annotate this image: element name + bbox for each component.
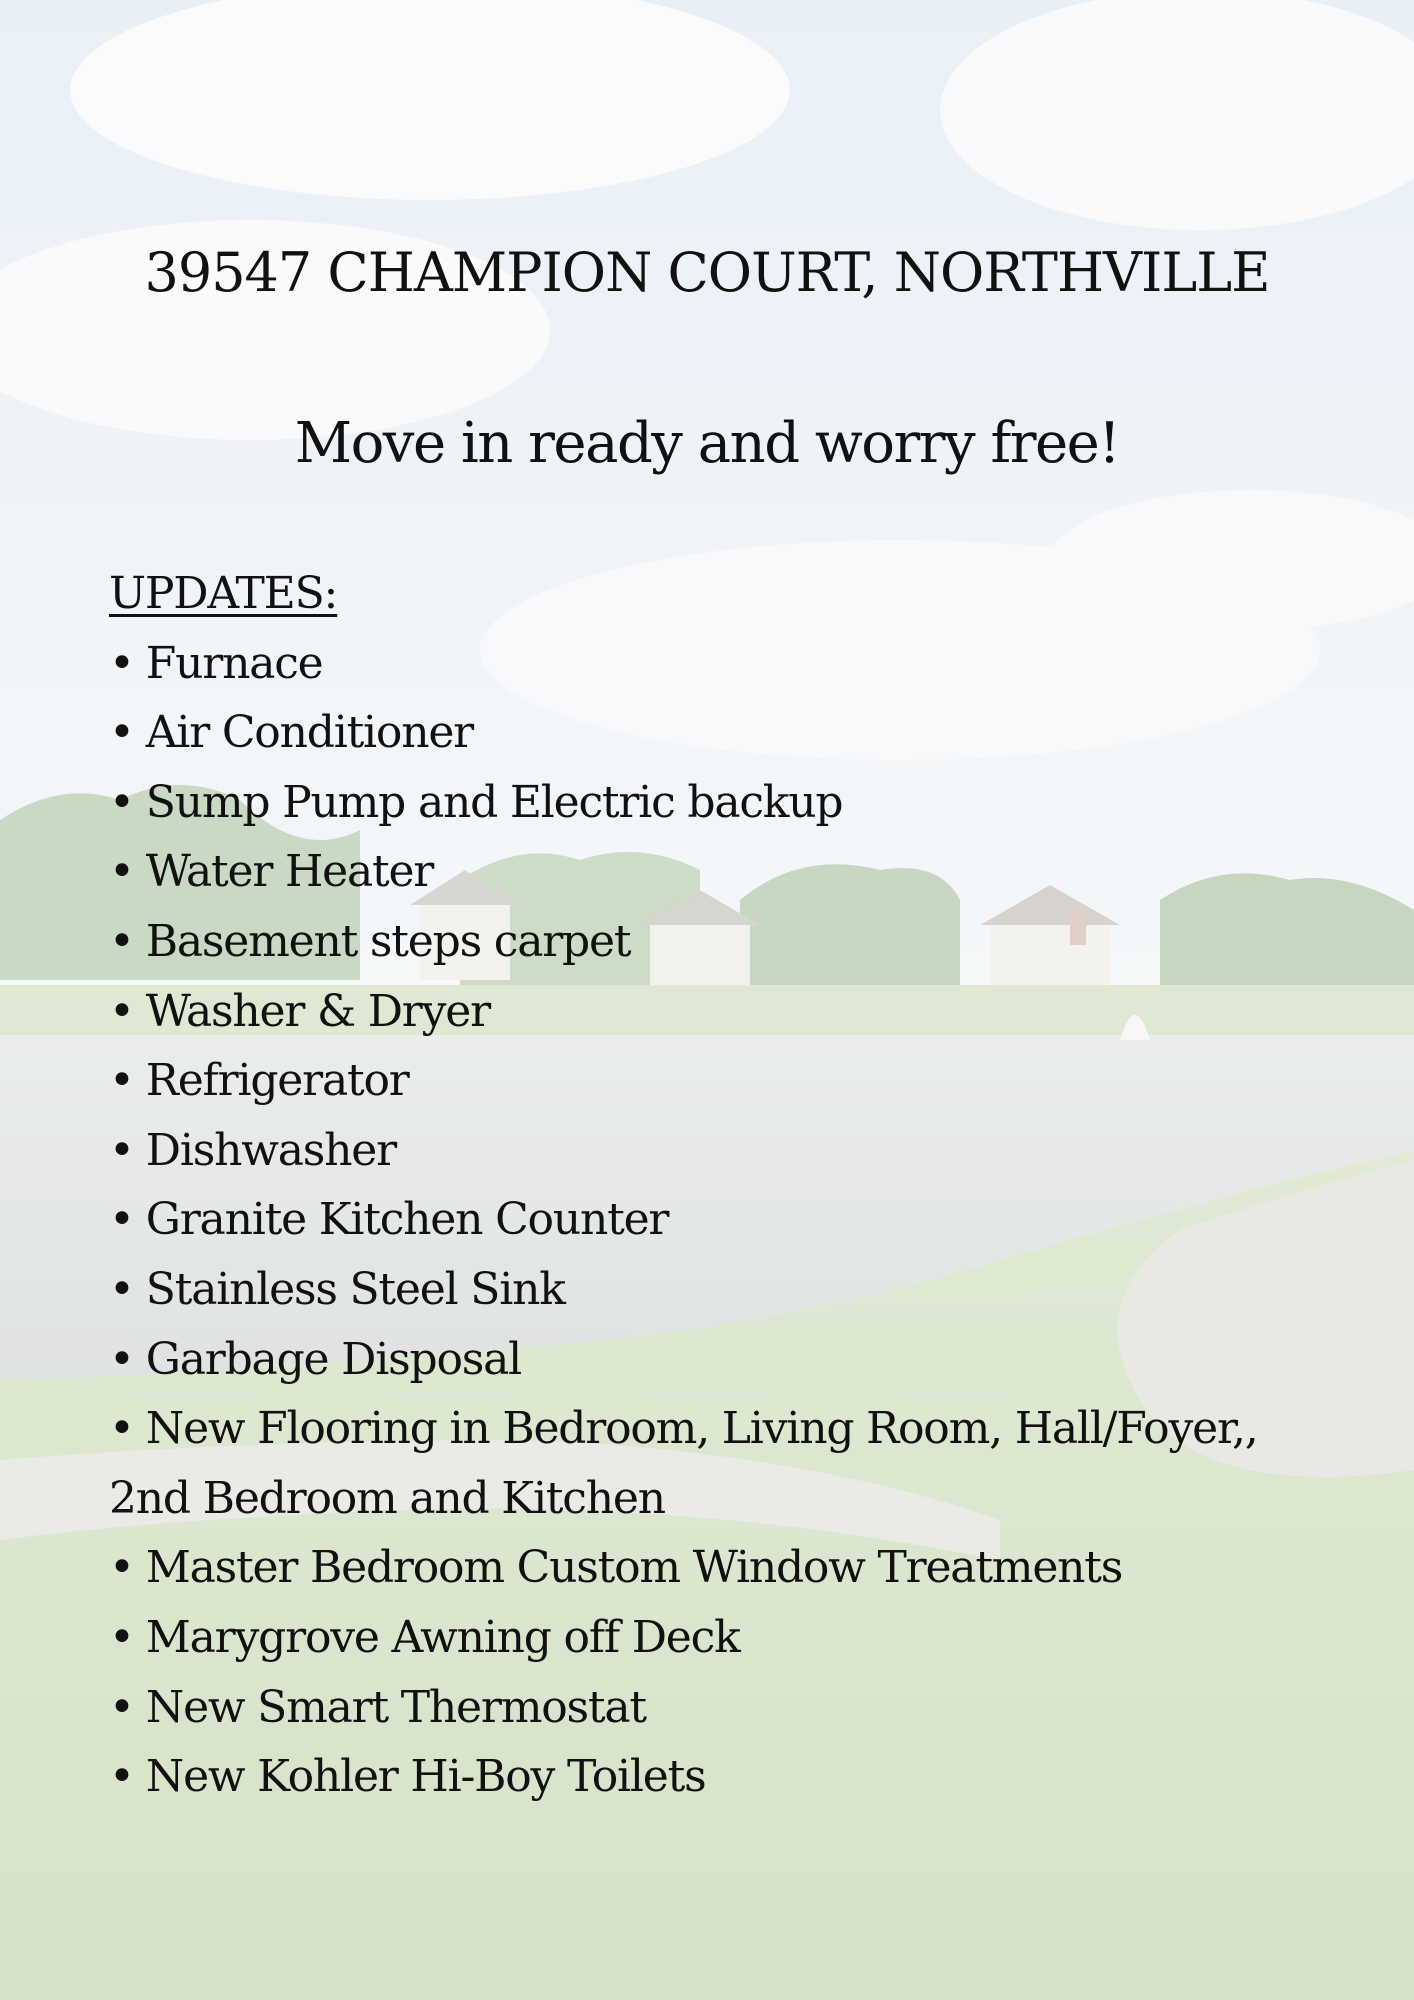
update-text: Water Heater xyxy=(145,846,434,898)
bullet-icon: • xyxy=(109,1681,134,1733)
update-text: Washer & Dryer xyxy=(145,985,490,1037)
bullet-icon: • xyxy=(109,1055,134,1107)
bullet-icon: • xyxy=(109,1263,134,1315)
update-item xyxy=(109,1673,1329,1743)
update-text: New Smart Thermostat xyxy=(145,1681,646,1733)
bullet-icon: • xyxy=(109,915,134,967)
update-text: New Kohler Hi-Boy Toilets xyxy=(145,1751,706,1803)
bullet-icon: • xyxy=(109,1751,134,1803)
update-text: Basement steps carpet xyxy=(145,915,631,967)
update-item xyxy=(109,1533,1329,1603)
update-text: Stainless Steel Sink xyxy=(145,1263,565,1315)
updates-heading: UPDATES: xyxy=(109,568,338,619)
update-text: Sump Pump and Electric backup xyxy=(145,776,843,828)
update-text: Marygrove Awning off Deck xyxy=(145,1611,740,1663)
update-item xyxy=(109,1185,1329,1255)
bullet-icon: • xyxy=(109,1611,134,1663)
update-text: Air Conditioner xyxy=(145,707,474,759)
update-text: Furnace xyxy=(145,637,323,689)
bullet-icon: • xyxy=(109,985,134,1037)
property-address: 39547 CHAMPION COURT, NORTHVILLE xyxy=(144,241,1270,304)
update-item xyxy=(109,629,1329,699)
update-item xyxy=(109,837,1329,907)
update-text: Master Bedroom Custom Window Treatments xyxy=(145,1542,1123,1594)
bullet-icon: • xyxy=(109,707,134,759)
update-item xyxy=(109,977,1329,1047)
update-item xyxy=(109,907,1329,977)
update-item xyxy=(109,1394,1329,1533)
update-item xyxy=(109,1742,1329,1812)
updates-list xyxy=(109,629,1329,1812)
update-item xyxy=(109,1603,1329,1673)
update-item xyxy=(109,698,1329,768)
bullet-icon: • xyxy=(109,1194,134,1246)
bullet-icon: • xyxy=(109,776,134,828)
update-text: Garbage Disposal xyxy=(145,1333,522,1385)
update-item xyxy=(109,768,1329,838)
bullet-icon: • xyxy=(109,1333,134,1385)
bullet-icon: • xyxy=(109,1403,134,1455)
updates-section xyxy=(109,559,1329,1812)
bullet-icon: • xyxy=(109,1542,134,1594)
bullet-icon: • xyxy=(109,846,134,898)
update-text: New Flooring in Bedroom, Living Room, Hall/Foyer,, 2nd Bedroom and Kitchen xyxy=(109,1403,1258,1524)
update-item xyxy=(109,1116,1329,1186)
update-text: Refrigerator xyxy=(145,1055,409,1107)
update-text: Granite Kitchen Counter xyxy=(145,1194,669,1246)
tagline: Move in ready and worry free! xyxy=(294,411,1120,476)
update-item xyxy=(109,1325,1329,1395)
update-item xyxy=(109,1255,1329,1325)
update-item xyxy=(109,1046,1329,1116)
bullet-icon: • xyxy=(109,637,134,689)
update-text: Dishwasher xyxy=(145,1124,396,1176)
bullet-icon: • xyxy=(109,1124,134,1176)
